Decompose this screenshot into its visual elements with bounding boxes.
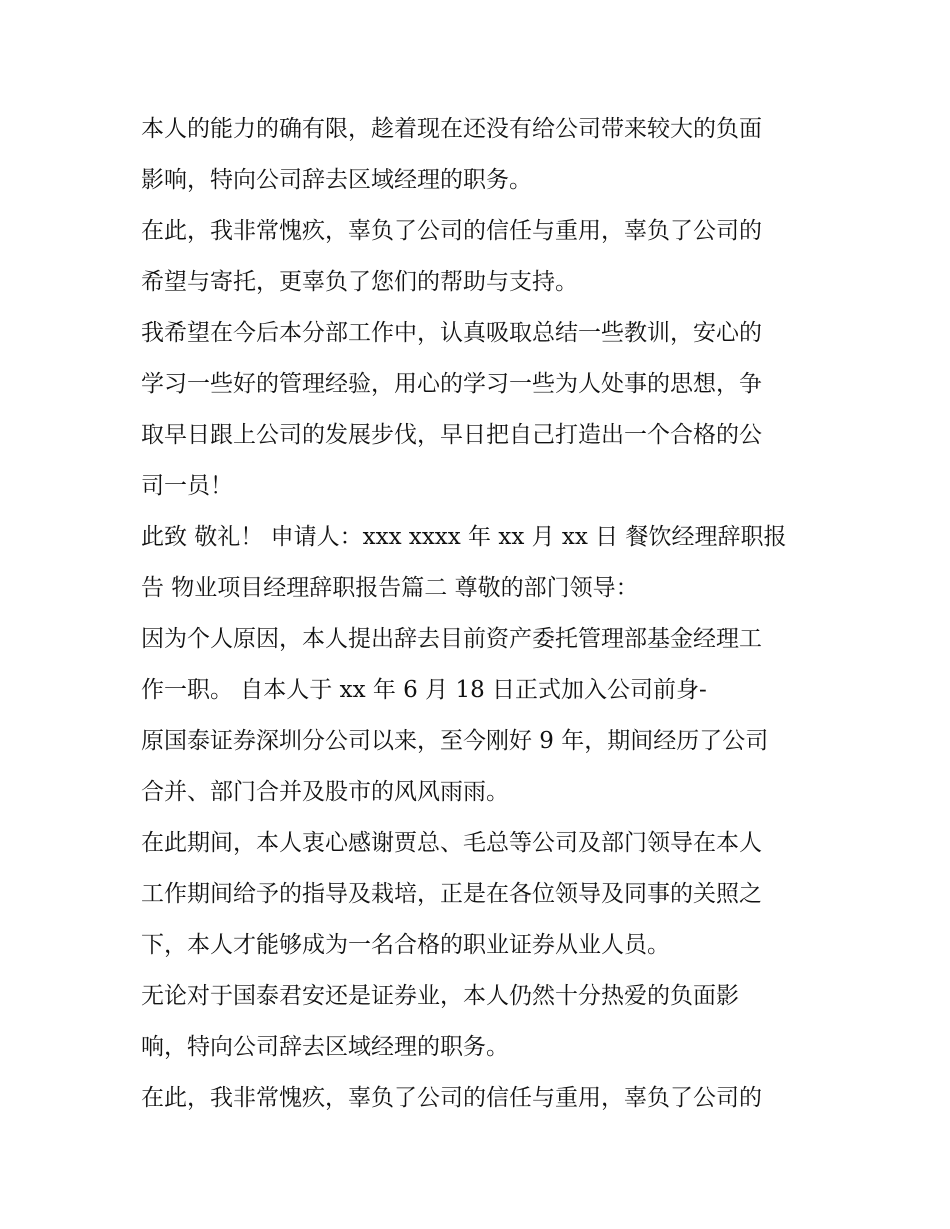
text-line: 司一员！: [141, 473, 233, 499]
text-line: 作一职。 自本人于 xx 年 6 月 18 日正式加入公司前身-: [141, 677, 707, 703]
text-line: 取早日跟上公司的发展步伐，早日把自己打造出一个合格的公: [141, 422, 762, 448]
text-line: 工作期间给予的指导及栽培，正是在各位领导及同事的关照之: [141, 881, 762, 907]
text-line: 影响，特向公司辞去区域经理的职务。: [141, 167, 532, 193]
text-line: 因为个人原因，本人提出辞去目前资产委托管理部基金经理工: [141, 626, 762, 652]
text-line: 此致 敬礼！ 申请人：xxx xxxx 年 xx 月 xx 日 餐饮经理辞职报: [141, 524, 787, 550]
text-line: 原国泰证券深圳分公司以来，至今刚好 9 年，期间经历了公司: [141, 728, 769, 754]
body-text: [141, 104, 821, 1124]
text-line: 希望与寄托，更辜负了您们的帮助与支持。: [141, 269, 578, 295]
text-line: 学习一些好的管理经验，用心的学习一些为人处事的思想，争: [141, 371, 762, 397]
text-line: 合并、部门合并及股市的风风雨雨。: [141, 779, 509, 805]
text-line: 无论对于国泰君安还是证券业，本人仍然十分热爱的负面影: [141, 983, 739, 1009]
text-line: 在此期间，本人衷心感谢贾总、毛总等公司及部门领导在本人: [141, 830, 762, 856]
text-line: 我希望在今后本分部工作中，认真吸取总结一些教训，安心的: [141, 320, 762, 346]
text-line: 下，本人才能够成为一名合格的职业证券从业人员。: [141, 932, 670, 958]
text-line: 本人的能力的确有限，趁着现在还没有给公司带来较大的负面: [141, 116, 762, 142]
text-line: 在此，我非常愧疚，辜负了公司的信任与重用，辜负了公司的: [141, 1085, 762, 1111]
text-line: 告 物业项目经理辞职报告篇二 尊敬的部门领导：: [141, 575, 639, 601]
text-line: 在此，我非常愧疚，辜负了公司的信任与重用，辜负了公司的: [141, 218, 762, 244]
text-line: 响，特向公司辞去区域经理的职务。: [141, 1034, 509, 1060]
